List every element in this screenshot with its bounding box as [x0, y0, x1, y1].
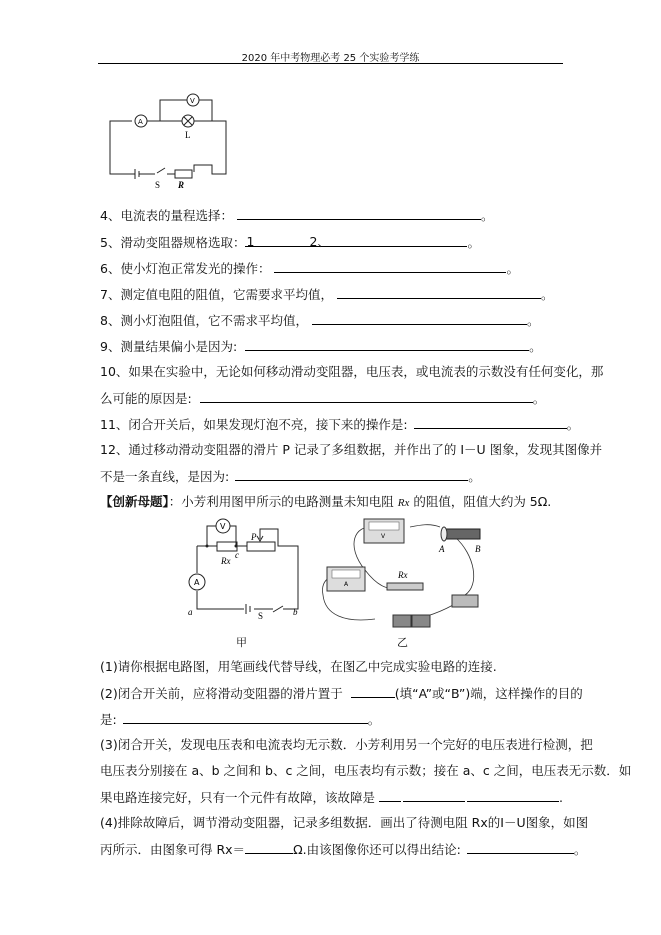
conclusion-blank[interactable]	[467, 841, 574, 854]
page-header: 2020 年中考物理必考 25 个实验考学练	[241, 53, 420, 64]
question-5: 5、滑动变阻器规格选取： 1 2、 。	[100, 234, 480, 250]
subquestion-3: (3)闭合开关，发现电压表和电流表均无示数．小芳利用另一个完好的电压表进行检测，把	[100, 737, 593, 752]
header-rule	[98, 63, 563, 64]
answer-blank[interactable]: 1 2、	[245, 234, 467, 247]
voltmeter-label: V	[190, 97, 195, 105]
rx-label: Rx	[221, 556, 231, 566]
answer-blank[interactable]	[414, 416, 567, 429]
question-6: 6、使小灯泡正常发光的操作： 。	[100, 261, 519, 276]
rx-value-blank[interactable]	[245, 841, 293, 854]
subquestion-2-cont: 是: 。	[100, 712, 381, 727]
circuit-diagram-lamp	[108, 92, 238, 188]
answer-blank[interactable]	[123, 711, 368, 724]
answer-blank[interactable]	[337, 286, 541, 299]
switch-label: S	[155, 180, 161, 190]
subquestion-4-cont: 丙所示．由图象可得 Rx＝ Ω.由该图像你还可以得出结论: 。	[100, 842, 587, 857]
end-a-label: A	[439, 544, 445, 554]
answer-blank[interactable]	[200, 390, 533, 403]
question-12: 12、通过移动滑动变阻器的滑片 P 记录了多组数据，并作出了的 I－U 图象，发现其图像并	[100, 442, 603, 457]
answer-blank[interactable]	[235, 468, 468, 481]
question-11: 11、闭合开关后，如果发现灯泡不亮，接下来的操作是: 。	[100, 417, 580, 432]
node-c-label: c	[235, 550, 239, 560]
switch-label: S	[258, 611, 264, 621]
answer-blank[interactable]	[237, 207, 481, 220]
photo-rx-label: Rx	[398, 570, 408, 580]
photo-voltmeter-label: V	[381, 533, 386, 540]
answer-blank[interactable]	[274, 260, 506, 273]
apparatus-photo-yi	[315, 515, 495, 625]
ammeter-label: A	[138, 118, 143, 126]
question-10-cont: 么可能的原因是: 。	[100, 391, 546, 406]
answer-blank[interactable]	[467, 789, 559, 802]
question-9: 9、测量结果偏小是因为: 。	[100, 339, 542, 354]
caption-yi: 乙	[397, 636, 408, 649]
node-b-label: b	[293, 607, 298, 617]
question-8: 8、测小灯泡阻值，它不需求平均值， 。	[100, 313, 540, 328]
subquestion-4: (4)排除故障后，调节滑动变阻器，记录多组数据．画出了待测电阻 Rx的I－U图象，如图	[100, 815, 589, 830]
answer-blank[interactable]	[312, 312, 527, 325]
answer-blank[interactable]	[403, 789, 465, 802]
end-b-label: B	[475, 544, 481, 554]
ammeter-label: A	[194, 578, 200, 587]
photo-ammeter-label: A	[344, 581, 349, 588]
question-4: 4、电流表的量程选择： 。	[100, 208, 494, 223]
lamp-label: L	[185, 130, 191, 140]
voltmeter-label: V	[220, 522, 226, 531]
innovation-intro: 【创新母题】：小芳利用图甲所示的电路测量未知电阻 Rx 的阻值，阻值大约为 5Ω.	[100, 494, 552, 509]
answer-blank[interactable]	[351, 685, 395, 698]
circuit-diagram-jia	[180, 515, 310, 621]
answer-blank[interactable]	[245, 338, 529, 351]
answer-blank[interactable]	[379, 789, 401, 802]
subquestion-1: (1)请你根据电路图，用笔画线代替导线，在图乙中完成实验电路的连接.	[100, 659, 497, 674]
rheostat-label: R	[178, 180, 185, 190]
subquestion-3-cont2: 果电路连接完好，只有一个元件有故障，该故障是 .	[100, 790, 563, 805]
subquestion-3-cont: 电压表分别接在 a、b 之间和 b、c 之间，电压表均有示数；接在 a、c 之间，电压表无示数．如	[100, 763, 632, 778]
node-a-label: a	[188, 607, 193, 617]
caption-jia: 甲	[236, 636, 247, 649]
slider-p-label: P	[251, 532, 257, 542]
subquestion-2: (2)闭合开关前，应将滑动变阻器的滑片置于 (填“A”或“B”)端，这样操作的目的	[100, 686, 583, 701]
question-7: 7、测定值电阻的阻值，它需要求平均值， 。	[100, 287, 554, 302]
question-12-cont: 不是一条直线，是因为: 。	[100, 469, 481, 484]
question-10: 10、如果在实验中，无论如何移动滑动变阻器，电压表，或电流表的示数没有任何变化，那	[100, 364, 604, 379]
innovation-tag: 【创新母题】	[100, 494, 169, 509]
